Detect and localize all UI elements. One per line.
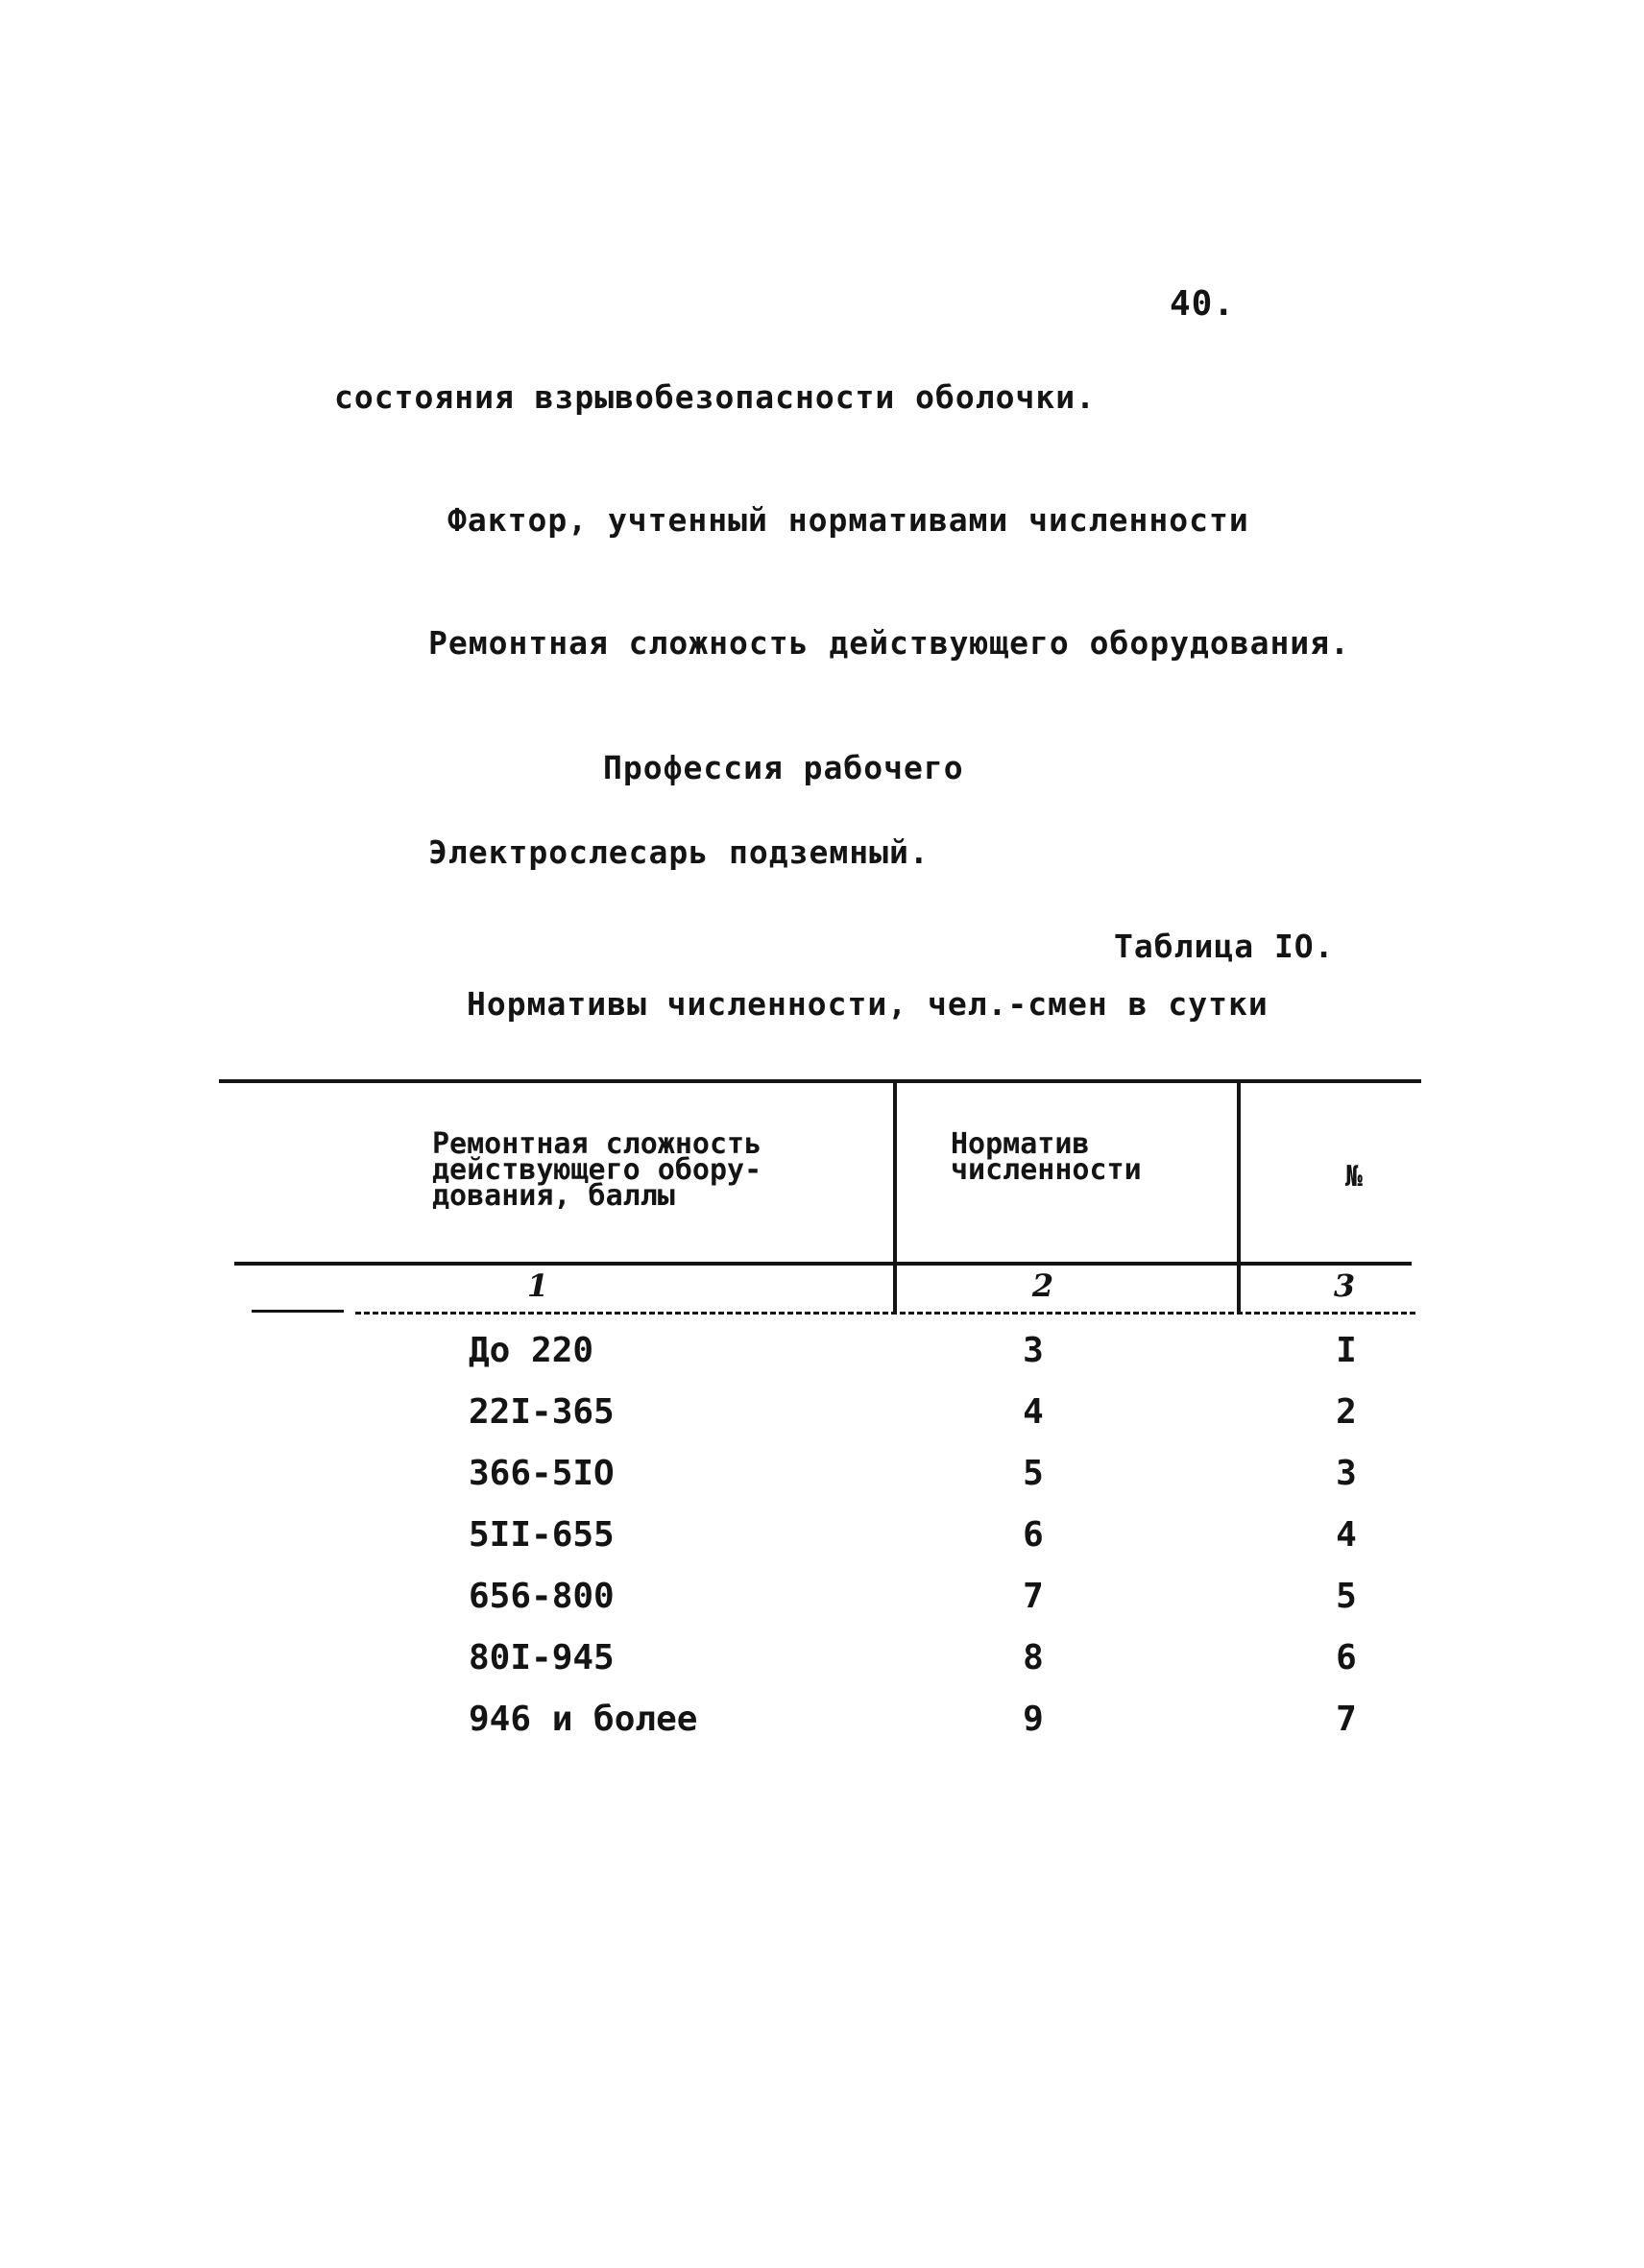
table-row (0, 1577, 1644, 1638)
column-number: 1 (526, 1267, 549, 1304)
cell-norm: 5 (1023, 1454, 1044, 1493)
table-row (0, 1331, 1644, 1392)
cell-number: 7 (1336, 1700, 1357, 1739)
cell-number: 4 (1336, 1515, 1357, 1555)
cell-norm: 8 (1023, 1638, 1044, 1677)
cell-range: 946 и более (469, 1700, 698, 1739)
profession-text: Электрослесарь подземный. (428, 833, 930, 871)
page-number: 40. (1170, 284, 1236, 324)
table-column-number-rule (355, 1312, 1415, 1315)
table-column-divider (893, 1079, 897, 1314)
table-stub-rule (252, 1310, 344, 1313)
header-repair-complexity: Ремонтная сложность действующего обору- дования, баллы (432, 1127, 762, 1213)
cell-number: 6 (1336, 1638, 1357, 1677)
profession-heading: Профессия рабочего (603, 749, 964, 786)
header-number: № (1344, 1160, 1364, 1194)
cell-number: 3 (1336, 1454, 1357, 1493)
cell-norm: 4 (1023, 1392, 1044, 1432)
cell-number: 2 (1336, 1392, 1357, 1432)
cell-norm: 3 (1023, 1331, 1044, 1370)
cell-norm: 9 (1023, 1700, 1044, 1739)
cell-range: 366-5IO (469, 1454, 615, 1493)
column-number: 2 (1031, 1267, 1054, 1304)
table-row (0, 1638, 1644, 1700)
table-body (0, 1331, 1644, 1761)
column-number: 3 (1333, 1267, 1356, 1304)
table-row (0, 1454, 1644, 1515)
table-header-rule (234, 1262, 1412, 1266)
table-row (0, 1515, 1644, 1577)
factor-heading: Фактор, учтенный нормативами численности (447, 501, 1249, 539)
cell-number: I (1336, 1331, 1357, 1370)
cell-norm: 6 (1023, 1515, 1044, 1555)
table-row (0, 1700, 1644, 1761)
cell-number: 5 (1336, 1577, 1357, 1616)
cell-range: До 220 (469, 1331, 594, 1370)
cell-range: 656-800 (469, 1577, 615, 1616)
cell-norm: 7 (1023, 1577, 1044, 1616)
intro-line: состояния взрывобезопасности оболочки. (334, 378, 1096, 416)
factor-text: Ремонтная сложность действующего оборудования. (428, 624, 1350, 662)
cell-range: 80I-945 (469, 1638, 615, 1677)
cell-range: 22I-365 (469, 1392, 615, 1432)
table-label: Таблица IO. (1114, 928, 1335, 965)
table-row (0, 1392, 1644, 1454)
table-title: Нормативы численности, чел.-смен в сутки (467, 985, 1269, 1023)
cell-range: 5II-655 (469, 1515, 615, 1555)
table-top-rule (219, 1079, 1421, 1083)
table-column-divider (1237, 1079, 1241, 1314)
header-headcount-norm: Норматив численности (951, 1127, 1142, 1187)
